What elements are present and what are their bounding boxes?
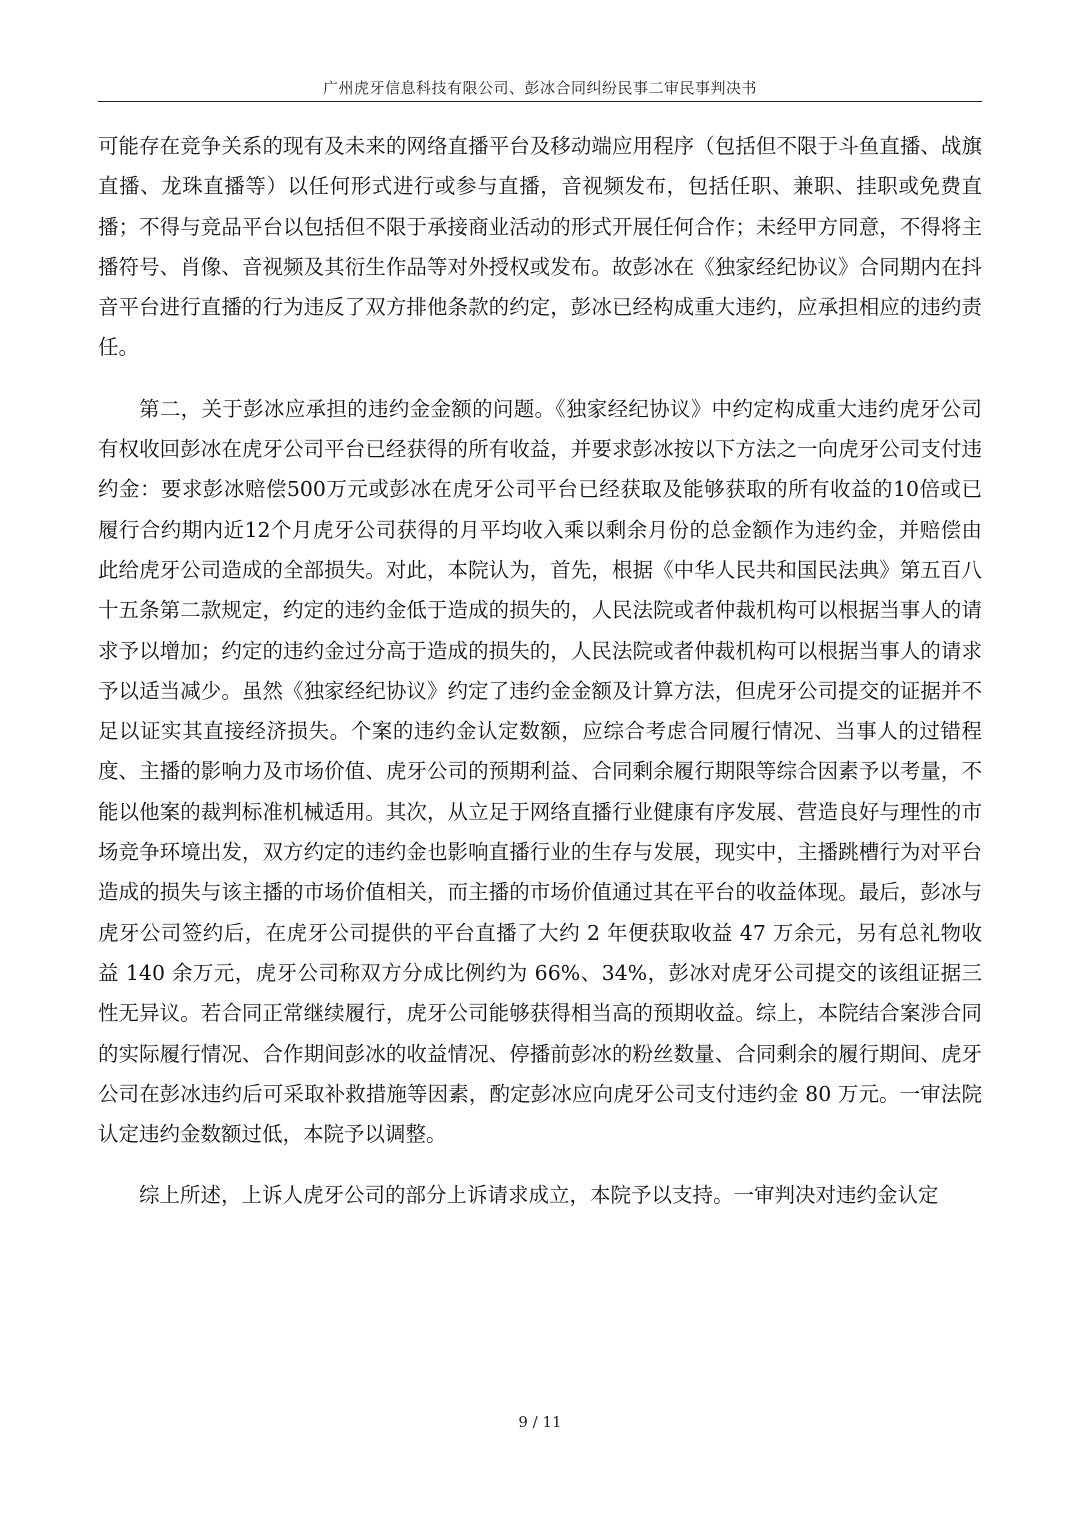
paragraph-conclusion: 综上所述，上诉人虎牙公司的部分上诉请求成立，本院予以支持。一审判决对违约金认定 (139, 1183, 939, 1208)
header-divider (98, 101, 982, 102)
page-number (0, 1412, 1080, 1432)
document-body (98, 126, 982, 1216)
paragraph-continuation: 可能存在竞争关系的现有及未来的网络直播平台及移动端应用程序（包括但不限于斗鱼直播、战旗直播、龙珠直播等）以任何形式进行或参与直播，音视频发布，包括任职、兼职、挂职或免费直播；不得与竞品平台以包括但不限于承接商业活动的形式开展任何合作；未经甲方同意，不得将主播符号、肖像、音视频及其衍生作品等对外授权或发布。故彭冰在《独家经纪协议》合同期内在抖音平台进行直播的行为违反了双方排他条款的约定，彭冰已经构成重大违约，应承担相应的违约责任。 (98, 134, 982, 360)
page-indicator: 9 / 11 (518, 1413, 562, 1431)
paragraph-penalty-amount: 第二，关于彭冰应承担的违约金金额的问题。《独家经纪协议》中约定构成重大违约虎牙公司有权收回彭冰在虎牙公司平台已经获得的所有收益，并要求彭冰按以下方法之一向虎牙公司支付违约金：要求彭冰赔偿500万元或彭冰在虎牙公司平台已经获取及能够获取的所有收益的10倍或已履行合约期内近12个月虎牙公司获得的月平均收入乘以剩余月份的总金额作为违约金，并赔偿由此给虎牙公司造成的全部损失。对此，本院认为，首先，根据《中华人民共和国民法典》第五百八十五条第二款规定，约定的违约金低于造成的损失的，人民法院或者仲裁机构可以根据当事人的请求予以增加；约定的违约金过分高于造成的损失的，人民法院或者仲裁机构可以根据当事人的请求予以适当减少。虽然《独家经纪协议》约定了违约金金额及计算方法，但虎牙公司提交的证据并不足以证实其直接经济损失。个案的违约金认定数额，应综合考虑合同履行情况、当事人的过错程度、主播的影响力及市场价值、虎牙公司的预期利益、合同剩余履行期限等综合因素予以考量，不能以他案的裁判标准机械适用。其次，从立足于网络直播行业健康有序发展、营造良好与理性的市场竞争环境出发，双方约定的违约金也影响直播行业的生存与发展，现实中，主播跳槽行为对平台造成的损失与该主播的市场价值相关，而主播的市场价值通过其在平台的收益体现。最后，彭冰与虎牙公司签约后，在虎牙公司提供的平台直播了大约 2 年便获取收益 47 万余元，另有总礼物收益 140 余万元，虎牙公司称双方分成比例约为 66%、34%，彭冰对虎牙公司提交的该组证据三性无异议。若合同正常继续履行，虎牙公司能够获得相当高的预期收益。综上，本院结合案涉合同的实际履行情况、合作期间彭冰的收益情况、停播前彭冰的粉丝数量、合同剩余的履行期间、虎牙公司在彭冰违约后可采取补救措施等因素，酌定彭冰应向虎牙公司支付违约金 80 万元。一审法院认定违约金数额过低，本院予以调整。 (98, 396, 982, 1147)
document-header-title: 广州虎牙信息科技有限公司、彭冰合同纠纷民事二审民事判决书 (322, 79, 757, 97)
